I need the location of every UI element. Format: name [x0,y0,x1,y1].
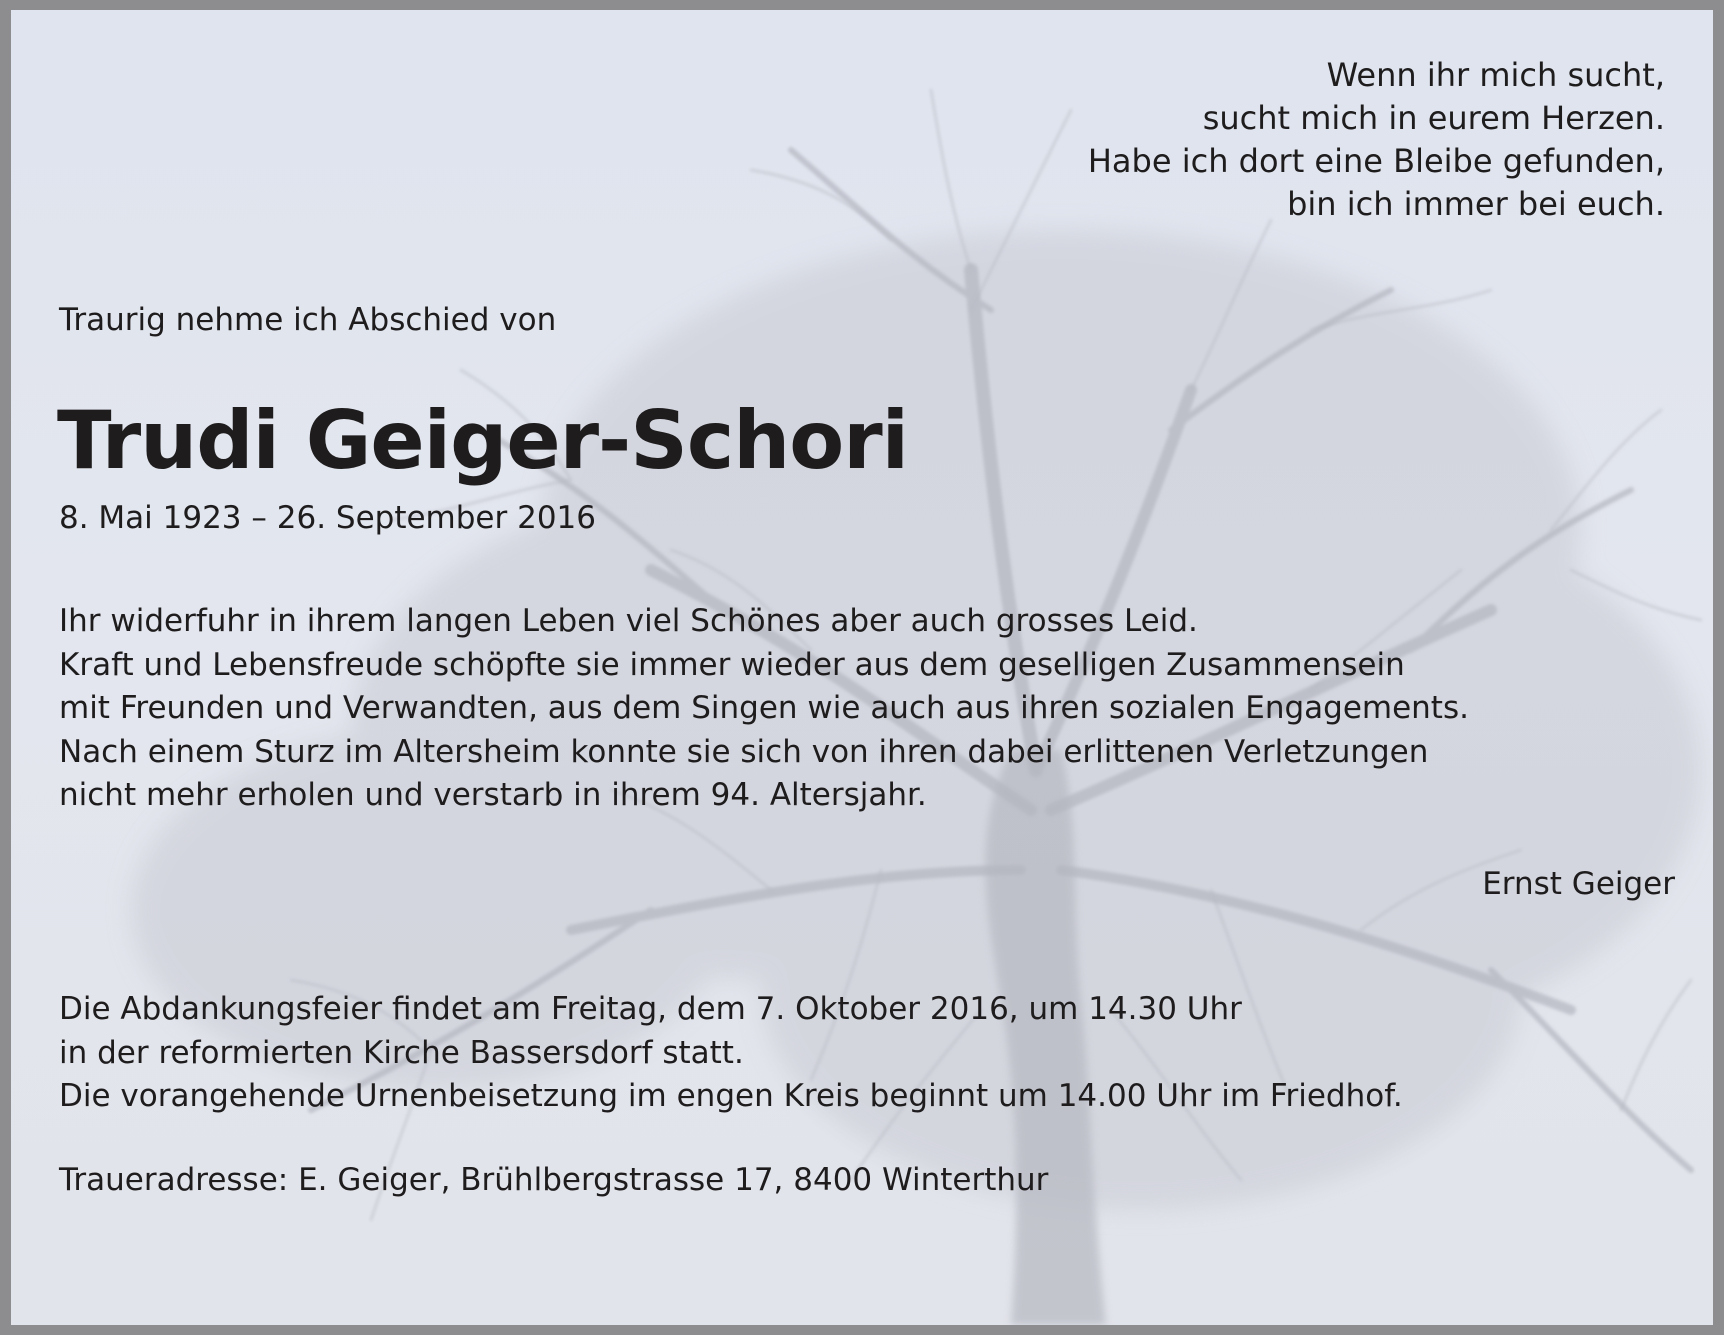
poem-line: Habe ich dort eine Bleibe gefunden, [1087,142,1665,180]
poem-line: sucht mich in eurem Herzen. [1202,99,1665,137]
service-details [59,988,1403,1119]
biography-line: Ihr widerfuhr in ihrem langen Leben viel Schönes aber auch grosses Leid. [59,603,1198,639]
poem-line: Wenn ihr mich sucht, [1326,56,1665,94]
poem-line: bin ich immer bei euch. [1287,185,1665,223]
life-dates: 8. Mai 1923 – 26. September 2016 [59,500,596,536]
service-line: Die Abdankungsfeier findet am Freitag, dem 7. Oktober 2016, um 14.30 Uhr [59,991,1242,1027]
biography-line: Kraft und Lebensfreude schöpfte sie immer wieder aus dem geselligen Zusammensein [59,646,1405,683]
intro-text: Traurig nehme ich Abschied von [59,302,557,338]
service-line: Die vorangehende Urnenbeisetzung im engen Kreis beginnt um 14.00 Uhr im Friedhof. [59,1078,1403,1114]
biography-line: nicht mehr erholen und verstarb in ihrem 94. Altersjahr. [59,777,927,813]
service-line: in der reformierten Kirche Bassersdorf statt. [59,1034,744,1071]
biography-line: Nach einem Sturz im Altersheim konnte sie sich von ihren dabei erlittenen Verletzungen [59,733,1429,770]
poem-verse [1088,54,1665,226]
biography-paragraph [59,600,1469,818]
obituary-card [11,10,1713,1325]
deceased-name: Trudi Geiger-Schori [57,394,909,487]
mourner-signature: Ernst Geiger [1482,866,1675,902]
biography-line: mit Freunden und Verwandten, aus dem Singen wie auch aus ihren sozialen Engagements. [59,690,1469,726]
mourning-address: Traueradresse: E. Geiger, Brühlbergstrasse 17, 8400 Winterthur [59,1162,1049,1198]
